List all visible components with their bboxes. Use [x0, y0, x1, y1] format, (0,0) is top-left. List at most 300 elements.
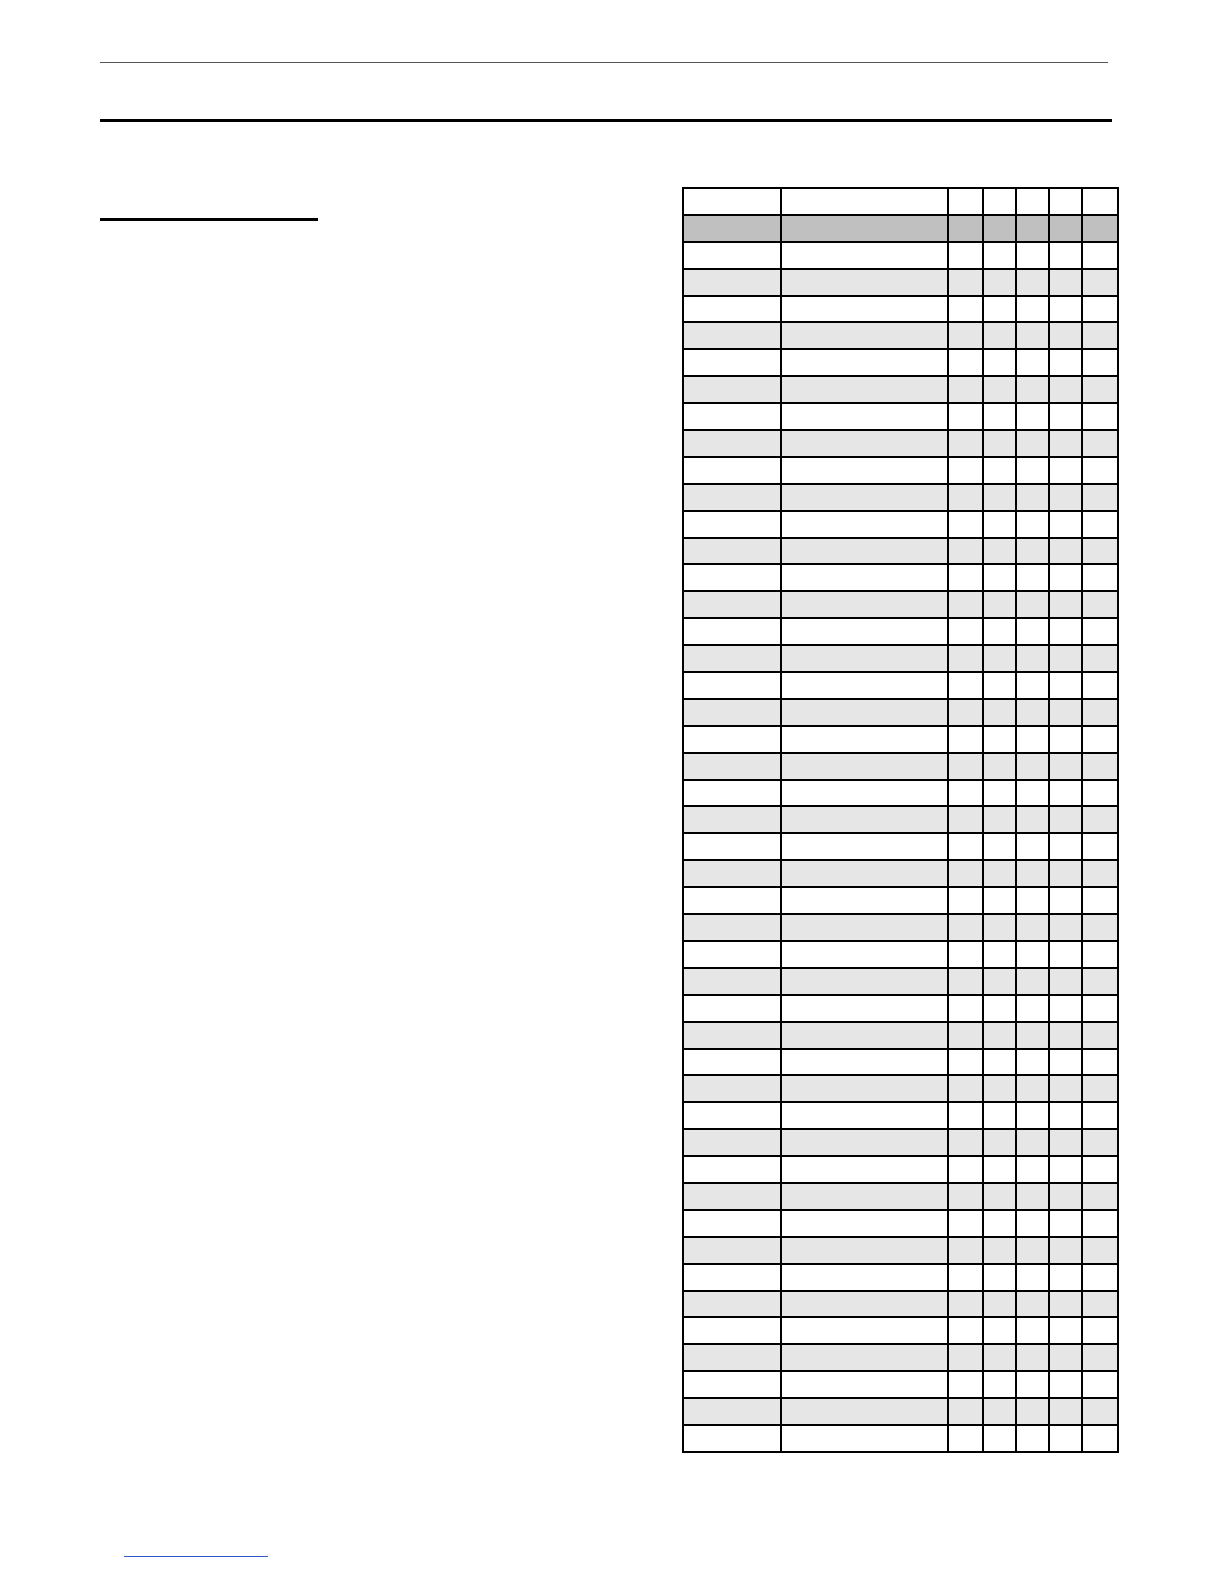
- table-cell[interactable]: [983, 376, 1016, 403]
- table-cell[interactable]: [948, 1398, 983, 1425]
- table-cell[interactable]: [1049, 1210, 1082, 1237]
- table-cell[interactable]: [781, 322, 948, 349]
- table-cell[interactable]: [781, 1371, 948, 1398]
- table-cell[interactable]: [781, 1049, 948, 1076]
- table-cell[interactable]: [781, 403, 948, 430]
- table-cell[interactable]: [1049, 538, 1082, 565]
- table-cell[interactable]: [1082, 833, 1118, 860]
- table-cell[interactable]: [1082, 1237, 1118, 1264]
- table-cell[interactable]: [1016, 618, 1049, 645]
- table-cell[interactable]: [1049, 618, 1082, 645]
- table-cell[interactable]: [1082, 538, 1118, 565]
- table-cell[interactable]: [781, 457, 948, 484]
- table-cell[interactable]: [683, 1102, 781, 1129]
- table-cell[interactable]: [1049, 1049, 1082, 1076]
- table-cell[interactable]: [1082, 1075, 1118, 1102]
- table-cell[interactable]: [983, 1398, 1016, 1425]
- table-cell[interactable]: [781, 1425, 948, 1452]
- table-cell[interactable]: [983, 1317, 1016, 1344]
- table-cell[interactable]: [1016, 1237, 1049, 1264]
- table-cell[interactable]: [983, 1371, 1016, 1398]
- table-cell[interactable]: [683, 1291, 781, 1318]
- table-cell[interactable]: [983, 430, 1016, 457]
- table-cell[interactable]: [1049, 269, 1082, 296]
- table-cell[interactable]: [948, 833, 983, 860]
- table-cell[interactable]: [781, 538, 948, 565]
- table-cell[interactable]: [1016, 430, 1049, 457]
- table-cell[interactable]: [781, 1398, 948, 1425]
- table-cell[interactable]: [683, 376, 781, 403]
- table-cell[interactable]: [948, 511, 983, 538]
- table-cell[interactable]: [1082, 618, 1118, 645]
- table-cell[interactable]: [683, 1049, 781, 1076]
- table-cell[interactable]: [1016, 322, 1049, 349]
- table-cell[interactable]: [983, 242, 1016, 269]
- table-cell[interactable]: [1016, 403, 1049, 430]
- table-cell[interactable]: [983, 726, 1016, 753]
- table-cell[interactable]: [1016, 914, 1049, 941]
- table-cell[interactable]: [948, 1102, 983, 1129]
- table-cell[interactable]: [1082, 1156, 1118, 1183]
- table-cell[interactable]: [983, 914, 1016, 941]
- table-cell[interactable]: [948, 1317, 983, 1344]
- table-cell[interactable]: [683, 645, 781, 672]
- table-cell[interactable]: [1049, 349, 1082, 376]
- table-cell[interactable]: [1049, 1398, 1082, 1425]
- table-cell[interactable]: [948, 538, 983, 565]
- table-cell[interactable]: [983, 1022, 1016, 1049]
- table-cell[interactable]: [948, 1264, 983, 1291]
- table-cell[interactable]: [683, 484, 781, 511]
- table-cell[interactable]: [1049, 806, 1082, 833]
- table-cell[interactable]: [983, 833, 1016, 860]
- table-cell[interactable]: [1049, 376, 1082, 403]
- table-cell[interactable]: [1049, 833, 1082, 860]
- table-cell[interactable]: [781, 1102, 948, 1129]
- table-cell[interactable]: [683, 1398, 781, 1425]
- table-cell[interactable]: [1049, 1291, 1082, 1318]
- table-cell[interactable]: [1049, 1317, 1082, 1344]
- table-cell[interactable]: [1049, 1075, 1082, 1102]
- table-cell[interactable]: [1049, 484, 1082, 511]
- table-cell[interactable]: [948, 1210, 983, 1237]
- table-cell[interactable]: [1016, 672, 1049, 699]
- table-cell[interactable]: [683, 242, 781, 269]
- table-cell[interactable]: [983, 780, 1016, 807]
- table-cell[interactable]: [683, 1022, 781, 1049]
- table-cell[interactable]: [948, 806, 983, 833]
- table-cell[interactable]: [1082, 1049, 1118, 1076]
- table-cell[interactable]: [1016, 1129, 1049, 1156]
- table-cell[interactable]: [1016, 1102, 1049, 1129]
- table-cell[interactable]: [1016, 591, 1049, 618]
- table-cell[interactable]: [948, 591, 983, 618]
- table-cell[interactable]: [948, 403, 983, 430]
- table-cell[interactable]: [948, 753, 983, 780]
- table-cell[interactable]: [1082, 645, 1118, 672]
- table-cell[interactable]: [781, 564, 948, 591]
- table-cell[interactable]: [1082, 1183, 1118, 1210]
- table-cell[interactable]: [1016, 484, 1049, 511]
- table-cell[interactable]: [1049, 1344, 1082, 1371]
- table-cell[interactable]: [1016, 645, 1049, 672]
- table-cell[interactable]: [683, 1425, 781, 1452]
- table-cell[interactable]: [983, 887, 1016, 914]
- table-cell[interactable]: [1082, 269, 1118, 296]
- table-cell[interactable]: [1016, 833, 1049, 860]
- table-cell[interactable]: [1016, 349, 1049, 376]
- table-cell[interactable]: [683, 941, 781, 968]
- table-cell[interactable]: [983, 1129, 1016, 1156]
- table-cell[interactable]: [1016, 376, 1049, 403]
- table-cell[interactable]: [948, 484, 983, 511]
- table-cell[interactable]: [948, 1156, 983, 1183]
- table-cell[interactable]: [983, 1156, 1016, 1183]
- table-cell[interactable]: [948, 672, 983, 699]
- table-cell[interactable]: [1049, 914, 1082, 941]
- table-cell[interactable]: [983, 269, 1016, 296]
- table-cell[interactable]: [1082, 887, 1118, 914]
- table-cell[interactable]: [683, 1344, 781, 1371]
- table-cell[interactable]: [1082, 1210, 1118, 1237]
- table-cell[interactable]: [1016, 511, 1049, 538]
- table-cell[interactable]: [1082, 1129, 1118, 1156]
- table-cell[interactable]: [1082, 968, 1118, 995]
- table-cell[interactable]: [1049, 672, 1082, 699]
- table-cell[interactable]: [1049, 457, 1082, 484]
- table-cell[interactable]: [983, 538, 1016, 565]
- table-cell[interactable]: [683, 995, 781, 1022]
- table-cell[interactable]: [1016, 1022, 1049, 1049]
- table-cell[interactable]: [781, 780, 948, 807]
- table-cell[interactable]: [683, 672, 781, 699]
- table-cell[interactable]: [1049, 1129, 1082, 1156]
- table-cell[interactable]: [1016, 296, 1049, 323]
- table-cell[interactable]: [683, 1264, 781, 1291]
- table-cell[interactable]: [983, 860, 1016, 887]
- table-cell[interactable]: [983, 1102, 1016, 1129]
- table-cell[interactable]: [1049, 1237, 1082, 1264]
- table-cell[interactable]: [1082, 242, 1118, 269]
- table-cell[interactable]: [781, 726, 948, 753]
- table-cell[interactable]: [1082, 753, 1118, 780]
- table-cell[interactable]: [1049, 564, 1082, 591]
- table-cell[interactable]: [781, 430, 948, 457]
- table-cell[interactable]: [1016, 1075, 1049, 1102]
- table-cell[interactable]: [683, 403, 781, 430]
- table-cell[interactable]: [983, 1210, 1016, 1237]
- table-cell[interactable]: [1016, 1049, 1049, 1076]
- table-cell[interactable]: [1082, 1022, 1118, 1049]
- table-cell[interactable]: [1049, 1371, 1082, 1398]
- table-cell[interactable]: [683, 833, 781, 860]
- table-cell[interactable]: [1016, 1371, 1049, 1398]
- table-cell[interactable]: [781, 1183, 948, 1210]
- table-cell[interactable]: [1016, 1156, 1049, 1183]
- table-cell[interactable]: [781, 1344, 948, 1371]
- table-cell[interactable]: [948, 645, 983, 672]
- table-cell[interactable]: [781, 806, 948, 833]
- table-cell[interactable]: [1016, 753, 1049, 780]
- table-cell[interactable]: [683, 1156, 781, 1183]
- table-cell[interactable]: [1082, 941, 1118, 968]
- table-cell[interactable]: [948, 430, 983, 457]
- table-cell[interactable]: [781, 1156, 948, 1183]
- table-cell[interactable]: [781, 914, 948, 941]
- table-cell[interactable]: [683, 860, 781, 887]
- table-cell[interactable]: [1016, 941, 1049, 968]
- table-cell[interactable]: [983, 806, 1016, 833]
- table-cell[interactable]: [781, 699, 948, 726]
- table-cell[interactable]: [781, 941, 948, 968]
- table-cell[interactable]: [683, 1371, 781, 1398]
- table-cell[interactable]: [983, 968, 1016, 995]
- table-cell[interactable]: [781, 511, 948, 538]
- table-cell[interactable]: [983, 1237, 1016, 1264]
- table-cell[interactable]: [1049, 322, 1082, 349]
- table-cell[interactable]: [781, 484, 948, 511]
- table-cell[interactable]: [948, 349, 983, 376]
- table-cell[interactable]: [1016, 968, 1049, 995]
- table-cell[interactable]: [948, 1022, 983, 1049]
- table-cell[interactable]: [1049, 645, 1082, 672]
- table-cell[interactable]: [1049, 941, 1082, 968]
- table-cell[interactable]: [948, 726, 983, 753]
- table-cell[interactable]: [1016, 1425, 1049, 1452]
- table-cell[interactable]: [683, 1075, 781, 1102]
- table-cell[interactable]: [948, 780, 983, 807]
- table-cell[interactable]: [781, 296, 948, 323]
- table-cell[interactable]: [948, 322, 983, 349]
- table-cell[interactable]: [948, 860, 983, 887]
- table-cell[interactable]: [683, 968, 781, 995]
- table-cell[interactable]: [1082, 403, 1118, 430]
- table-cell[interactable]: [983, 322, 1016, 349]
- table-cell[interactable]: [1049, 699, 1082, 726]
- table-cell[interactable]: [781, 645, 948, 672]
- table-cell[interactable]: [948, 376, 983, 403]
- table-cell[interactable]: [983, 1425, 1016, 1452]
- table-cell[interactable]: [1016, 1210, 1049, 1237]
- table-cell[interactable]: [1016, 1264, 1049, 1291]
- table-cell[interactable]: [948, 968, 983, 995]
- table-cell[interactable]: [983, 995, 1016, 1022]
- table-cell[interactable]: [1082, 860, 1118, 887]
- table-cell[interactable]: [948, 1425, 983, 1452]
- table-cell[interactable]: [983, 1344, 1016, 1371]
- table-cell[interactable]: [683, 430, 781, 457]
- table-cell[interactable]: [1016, 1398, 1049, 1425]
- table-cell[interactable]: [983, 457, 1016, 484]
- table-cell[interactable]: [983, 1183, 1016, 1210]
- table-cell[interactable]: [1049, 591, 1082, 618]
- table-cell[interactable]: [1049, 296, 1082, 323]
- table-cell[interactable]: [948, 269, 983, 296]
- table-cell[interactable]: [1082, 806, 1118, 833]
- table-cell[interactable]: [948, 1371, 983, 1398]
- table-cell[interactable]: [1049, 726, 1082, 753]
- table-cell[interactable]: [983, 296, 1016, 323]
- table-cell[interactable]: [1082, 1398, 1118, 1425]
- table-cell[interactable]: [1082, 672, 1118, 699]
- table-cell[interactable]: [1016, 1183, 1049, 1210]
- table-cell[interactable]: [1082, 1344, 1118, 1371]
- table-cell[interactable]: [683, 914, 781, 941]
- table-cell[interactable]: [1049, 968, 1082, 995]
- table-cell[interactable]: [983, 1075, 1016, 1102]
- table-cell[interactable]: [983, 672, 1016, 699]
- table-cell[interactable]: [1049, 753, 1082, 780]
- table-cell[interactable]: [781, 968, 948, 995]
- table-cell[interactable]: [948, 242, 983, 269]
- table-cell[interactable]: [983, 591, 1016, 618]
- table-cell[interactable]: [1016, 564, 1049, 591]
- table-cell[interactable]: [1082, 457, 1118, 484]
- table-cell[interactable]: [1016, 1317, 1049, 1344]
- table-cell[interactable]: [781, 1291, 948, 1318]
- table-cell[interactable]: [1049, 780, 1082, 807]
- table-cell[interactable]: [1016, 1291, 1049, 1318]
- table-cell[interactable]: [948, 914, 983, 941]
- table-cell[interactable]: [948, 1129, 983, 1156]
- table-cell[interactable]: [781, 269, 948, 296]
- table-cell[interactable]: [781, 618, 948, 645]
- table-cell[interactable]: [683, 591, 781, 618]
- table-cell[interactable]: [948, 618, 983, 645]
- table-cell[interactable]: [1082, 1425, 1118, 1452]
- table-cell[interactable]: [781, 1264, 948, 1291]
- table-cell[interactable]: [1049, 860, 1082, 887]
- table-cell[interactable]: [683, 887, 781, 914]
- table-cell[interactable]: [1082, 1264, 1118, 1291]
- table-cell[interactable]: [948, 1237, 983, 1264]
- table-cell[interactable]: [983, 645, 1016, 672]
- table-cell[interactable]: [1082, 726, 1118, 753]
- table-cell[interactable]: [1082, 914, 1118, 941]
- table-cell[interactable]: [1082, 564, 1118, 591]
- table-cell[interactable]: [1082, 430, 1118, 457]
- table-cell[interactable]: [948, 941, 983, 968]
- table-cell[interactable]: [983, 1291, 1016, 1318]
- table-cell[interactable]: [781, 995, 948, 1022]
- table-cell[interactable]: [1082, 349, 1118, 376]
- table-cell[interactable]: [781, 833, 948, 860]
- table-cell[interactable]: [781, 1237, 948, 1264]
- table-cell[interactable]: [1016, 726, 1049, 753]
- table-cell[interactable]: [948, 887, 983, 914]
- table-cell[interactable]: [1016, 806, 1049, 833]
- table-cell[interactable]: [1016, 538, 1049, 565]
- table-cell[interactable]: [1082, 591, 1118, 618]
- table-cell[interactable]: [683, 618, 781, 645]
- table-cell[interactable]: [1049, 430, 1082, 457]
- table-cell[interactable]: [683, 269, 781, 296]
- table-cell[interactable]: [1049, 887, 1082, 914]
- table-cell[interactable]: [1016, 887, 1049, 914]
- table-cell[interactable]: [781, 1317, 948, 1344]
- table-cell[interactable]: [983, 618, 1016, 645]
- table-cell[interactable]: [948, 699, 983, 726]
- table-cell[interactable]: [683, 564, 781, 591]
- table-cell[interactable]: [781, 242, 948, 269]
- table-cell[interactable]: [1082, 995, 1118, 1022]
- table-cell[interactable]: [781, 376, 948, 403]
- table-cell[interactable]: [781, 591, 948, 618]
- table-cell[interactable]: [948, 1344, 983, 1371]
- table-cell[interactable]: [983, 564, 1016, 591]
- table-cell[interactable]: [948, 457, 983, 484]
- table-cell[interactable]: [1082, 484, 1118, 511]
- table-cell[interactable]: [983, 753, 1016, 780]
- table-cell[interactable]: [683, 1210, 781, 1237]
- table-cell[interactable]: [683, 699, 781, 726]
- table-cell[interactable]: [948, 296, 983, 323]
- table-cell[interactable]: [1049, 1264, 1082, 1291]
- table-cell[interactable]: [948, 1049, 983, 1076]
- table-cell[interactable]: [781, 753, 948, 780]
- table-cell[interactable]: [683, 296, 781, 323]
- table-cell[interactable]: [683, 322, 781, 349]
- footer-link-underline[interactable]: [124, 1556, 268, 1557]
- table-cell[interactable]: [1082, 1102, 1118, 1129]
- table-cell[interactable]: [983, 349, 1016, 376]
- table-cell[interactable]: [983, 511, 1016, 538]
- table-cell[interactable]: [1082, 1291, 1118, 1318]
- table-cell[interactable]: [1082, 1371, 1118, 1398]
- table-cell[interactable]: [1049, 1102, 1082, 1129]
- table-cell[interactable]: [683, 349, 781, 376]
- table-cell[interactable]: [1082, 699, 1118, 726]
- table-cell[interactable]: [1082, 511, 1118, 538]
- table-cell[interactable]: [683, 1183, 781, 1210]
- table-cell[interactable]: [1049, 403, 1082, 430]
- table-cell[interactable]: [683, 538, 781, 565]
- table-cell[interactable]: [1049, 1156, 1082, 1183]
- table-cell[interactable]: [683, 806, 781, 833]
- table-cell[interactable]: [948, 1183, 983, 1210]
- table-cell[interactable]: [1049, 511, 1082, 538]
- table-cell[interactable]: [781, 1022, 948, 1049]
- table-cell[interactable]: [1016, 242, 1049, 269]
- table-cell[interactable]: [683, 726, 781, 753]
- table-cell[interactable]: [1016, 780, 1049, 807]
- table-cell[interactable]: [781, 1075, 948, 1102]
- table-cell[interactable]: [948, 1075, 983, 1102]
- table-cell[interactable]: [683, 753, 781, 780]
- table-cell[interactable]: [781, 349, 948, 376]
- table-cell[interactable]: [781, 1210, 948, 1237]
- table-cell[interactable]: [983, 484, 1016, 511]
- table-cell[interactable]: [781, 860, 948, 887]
- table-cell[interactable]: [1082, 1317, 1118, 1344]
- table-cell[interactable]: [1082, 296, 1118, 323]
- table-cell[interactable]: [1016, 699, 1049, 726]
- table-cell[interactable]: [983, 403, 1016, 430]
- table-cell[interactable]: [683, 1317, 781, 1344]
- table-cell[interactable]: [1049, 242, 1082, 269]
- table-cell[interactable]: [1082, 780, 1118, 807]
- table-cell[interactable]: [683, 1129, 781, 1156]
- table-cell[interactable]: [1016, 1344, 1049, 1371]
- table-cell[interactable]: [781, 672, 948, 699]
- table-cell[interactable]: [683, 1237, 781, 1264]
- table-cell[interactable]: [1016, 457, 1049, 484]
- table-cell[interactable]: [948, 995, 983, 1022]
- table-cell[interactable]: [983, 1264, 1016, 1291]
- table-cell[interactable]: [1049, 1425, 1082, 1452]
- table-cell[interactable]: [781, 1129, 948, 1156]
- table-cell[interactable]: [948, 1291, 983, 1318]
